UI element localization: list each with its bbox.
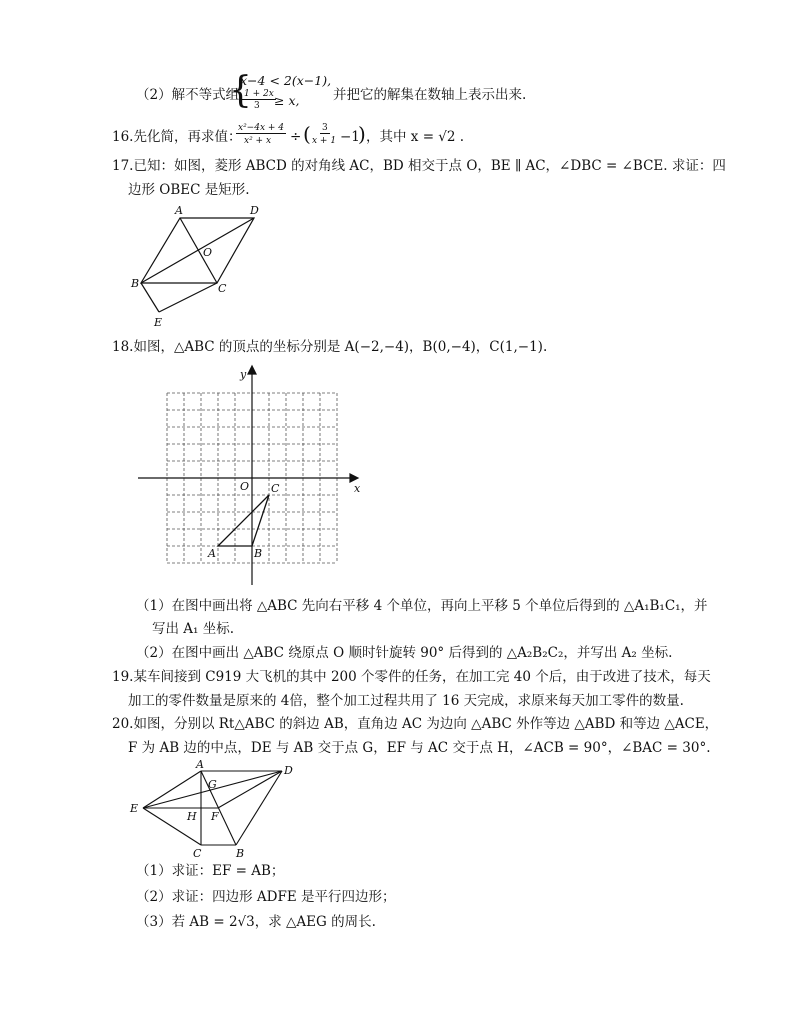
label-x: x xyxy=(354,482,361,495)
label-c-point: C xyxy=(271,482,280,495)
label-e-vertex: E xyxy=(130,802,139,815)
label-c-vertex: C xyxy=(193,847,202,860)
label-f-vertex: F xyxy=(211,810,219,823)
segment-fd xyxy=(218,771,282,808)
frac1-denominator: x² + x xyxy=(244,136,272,146)
system-brace: { xyxy=(229,70,252,111)
q16-paren-open: ( xyxy=(303,122,311,146)
label-b-point: B xyxy=(254,547,263,560)
label-a: A xyxy=(175,204,183,217)
label-b: B xyxy=(131,277,140,290)
label-c: C xyxy=(218,282,227,295)
q20-part1: （1）求证：EF = AB； xyxy=(136,863,285,879)
q16-divide: ÷ xyxy=(290,129,302,145)
frac2-numerator: 3 xyxy=(322,123,328,133)
q18-line1: 18.如图，△ABC 的顶点的坐标分别是 A(−2,−4)，B(0,−4)，C(1,−1). xyxy=(112,339,548,355)
label-b-vertex: B xyxy=(236,847,245,860)
label-d-vertex: D xyxy=(284,764,293,777)
q20-part3: （3）若 AB = 2√3，求 △AEG 的周长. xyxy=(136,914,376,930)
inequality-1: x−4 < 2(x−1), xyxy=(240,73,332,88)
q16-text-b: ，其中 x = √2 . xyxy=(366,129,465,145)
q19-line1: 19.某车间接到 C919 大飞机的其中 200 个零件的任务，在加工完 40 个后，由于改进了技术，每天 xyxy=(112,669,711,685)
label-a-point: A xyxy=(208,547,216,560)
q20-line2: F 为 AB 边的中点，DE 与 AB 交于点 G，EF 与 AC 交于点 H，∠ACB = 90°，∠BAC = 30°. xyxy=(128,740,711,756)
q17-line1: 17.已知：如图，菱形 ABCD 的对角线 AC，BD 相交于点 O，BE ∥ AC，∠DBC = ∠BCE. 求证：四 xyxy=(112,158,726,174)
segment-db xyxy=(236,771,282,845)
label-y: y xyxy=(240,368,247,381)
q18-part2: （2）在图中画出 △ABC 绕原点 O 顺时针旋转 90° 后得到的 △A₂B₂C₂，并写出 A₂ 坐标. xyxy=(136,645,673,661)
label-e: E xyxy=(154,316,163,329)
label-h-vertex: H xyxy=(187,810,197,823)
q17-line2: 边形 OBEC 是矩形. xyxy=(128,182,250,198)
q16-text-a: 16.先化简，再求值： xyxy=(112,129,242,145)
label-g-vertex: G xyxy=(208,778,217,791)
q15-part2-tail: 并把它的解集在数轴上表示出来. xyxy=(333,87,527,103)
q20-part2: （2）求证：四边形 ADFE 是平行四边形； xyxy=(136,889,396,905)
q18-part1-b: 写出 A₁ 坐标. xyxy=(152,621,235,637)
q19-line2: 加工的零件数量是原来的 4倍，整个加工过程共用了 16 天完成，求原来每天加工零件的数量. xyxy=(128,693,684,709)
label-o: O xyxy=(203,246,213,259)
q16-minus-one: −1 xyxy=(340,129,360,145)
label-d: D xyxy=(250,204,259,217)
ineq2-numerator: 1 + 2x xyxy=(244,89,274,99)
q18-part1-a: （1）在图中画出将 △ABC 先向右平移 4 个单位，再向上平移 5 个单位后得到的 △A₁B₁C₁，并 xyxy=(136,598,708,614)
ineq2-denominator: 3 xyxy=(254,101,260,111)
q16-paren-close: ) xyxy=(358,122,366,146)
q20-line1: 20.如图，分别以 Rt△ABC 的斜边 AB，直角边 AC 为边向 △ABC 外作等边 △ABD 和等边 △ACE， xyxy=(112,716,719,732)
label-a-vertex: A xyxy=(196,758,204,771)
frac2-denominator: x + 1 xyxy=(312,136,337,146)
ineq2-rest: ≥ x, xyxy=(274,93,300,108)
q15-part2-label: （2）解不等式组 xyxy=(136,87,240,103)
label-origin: O xyxy=(240,480,250,493)
frac1-numerator: x²−4x + 4 xyxy=(238,123,285,133)
segment-ea xyxy=(143,771,201,808)
